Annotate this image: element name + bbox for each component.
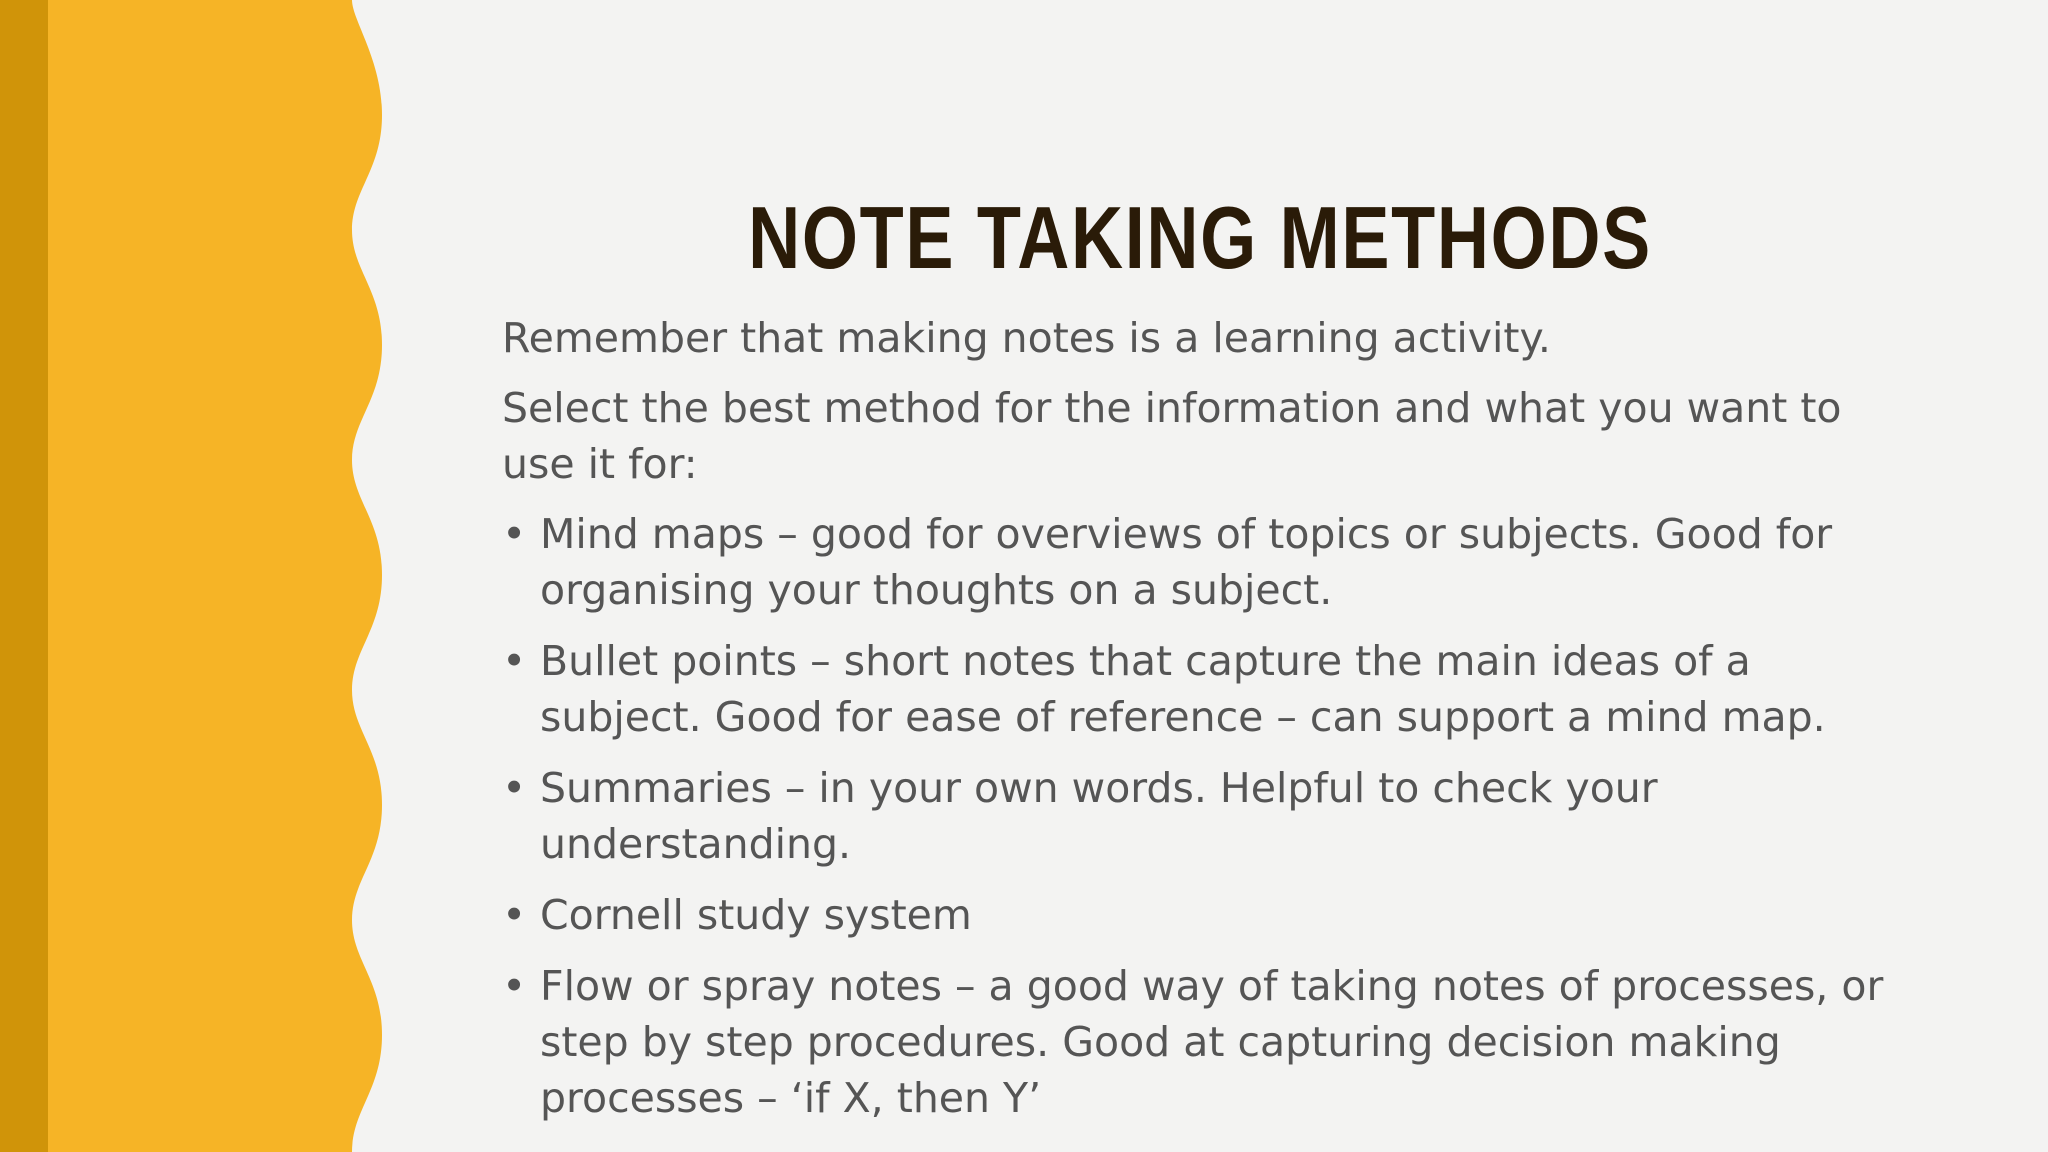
bullet-list — [502, 506, 1922, 1126]
bullet-item — [502, 760, 1922, 872]
decorative-wavy-band — [0, 0, 400, 1152]
bullet-icon: • — [502, 510, 527, 558]
bullet-item — [502, 958, 1922, 1126]
bullet-icon: • — [502, 891, 527, 939]
bullet-text: Cornell study system — [540, 891, 972, 939]
intro-paragraph: Select the best method for the information and what you want to use it for: — [502, 384, 1842, 488]
bullet-icon: • — [502, 637, 527, 685]
bullet-icon: • — [502, 962, 527, 1010]
slide-title: NOTE TAKING METHODS — [748, 188, 1652, 287]
intro-paragraph: Remember that making notes is a learning activity. — [502, 314, 1551, 362]
bullet-icon: • — [502, 764, 527, 812]
bullet-item — [502, 887, 1922, 943]
wavy-band-fill — [0, 0, 382, 1152]
bullet-text: Summaries – in your own words. Helpful to check your understanding. — [540, 764, 1658, 868]
bullet-text: Flow or spray notes – a good way of taking notes of processes, or step by step procedures. Good at capturing decision making processes – ‘if X, then Y’ — [540, 962, 1884, 1122]
bullet-text: Bullet points – short notes that capture the main ideas of a subject. Good for ease of reference – can support a mind map. — [540, 637, 1826, 741]
slide-body — [502, 310, 1922, 1141]
bullet-item — [502, 506, 1922, 618]
bullet-item — [502, 633, 1922, 745]
left-edge-stripe — [0, 0, 48, 1152]
bullet-text: Mind maps – good for overviews of topics or subjects. Good for organising your thoughts on a subject. — [540, 510, 1833, 614]
